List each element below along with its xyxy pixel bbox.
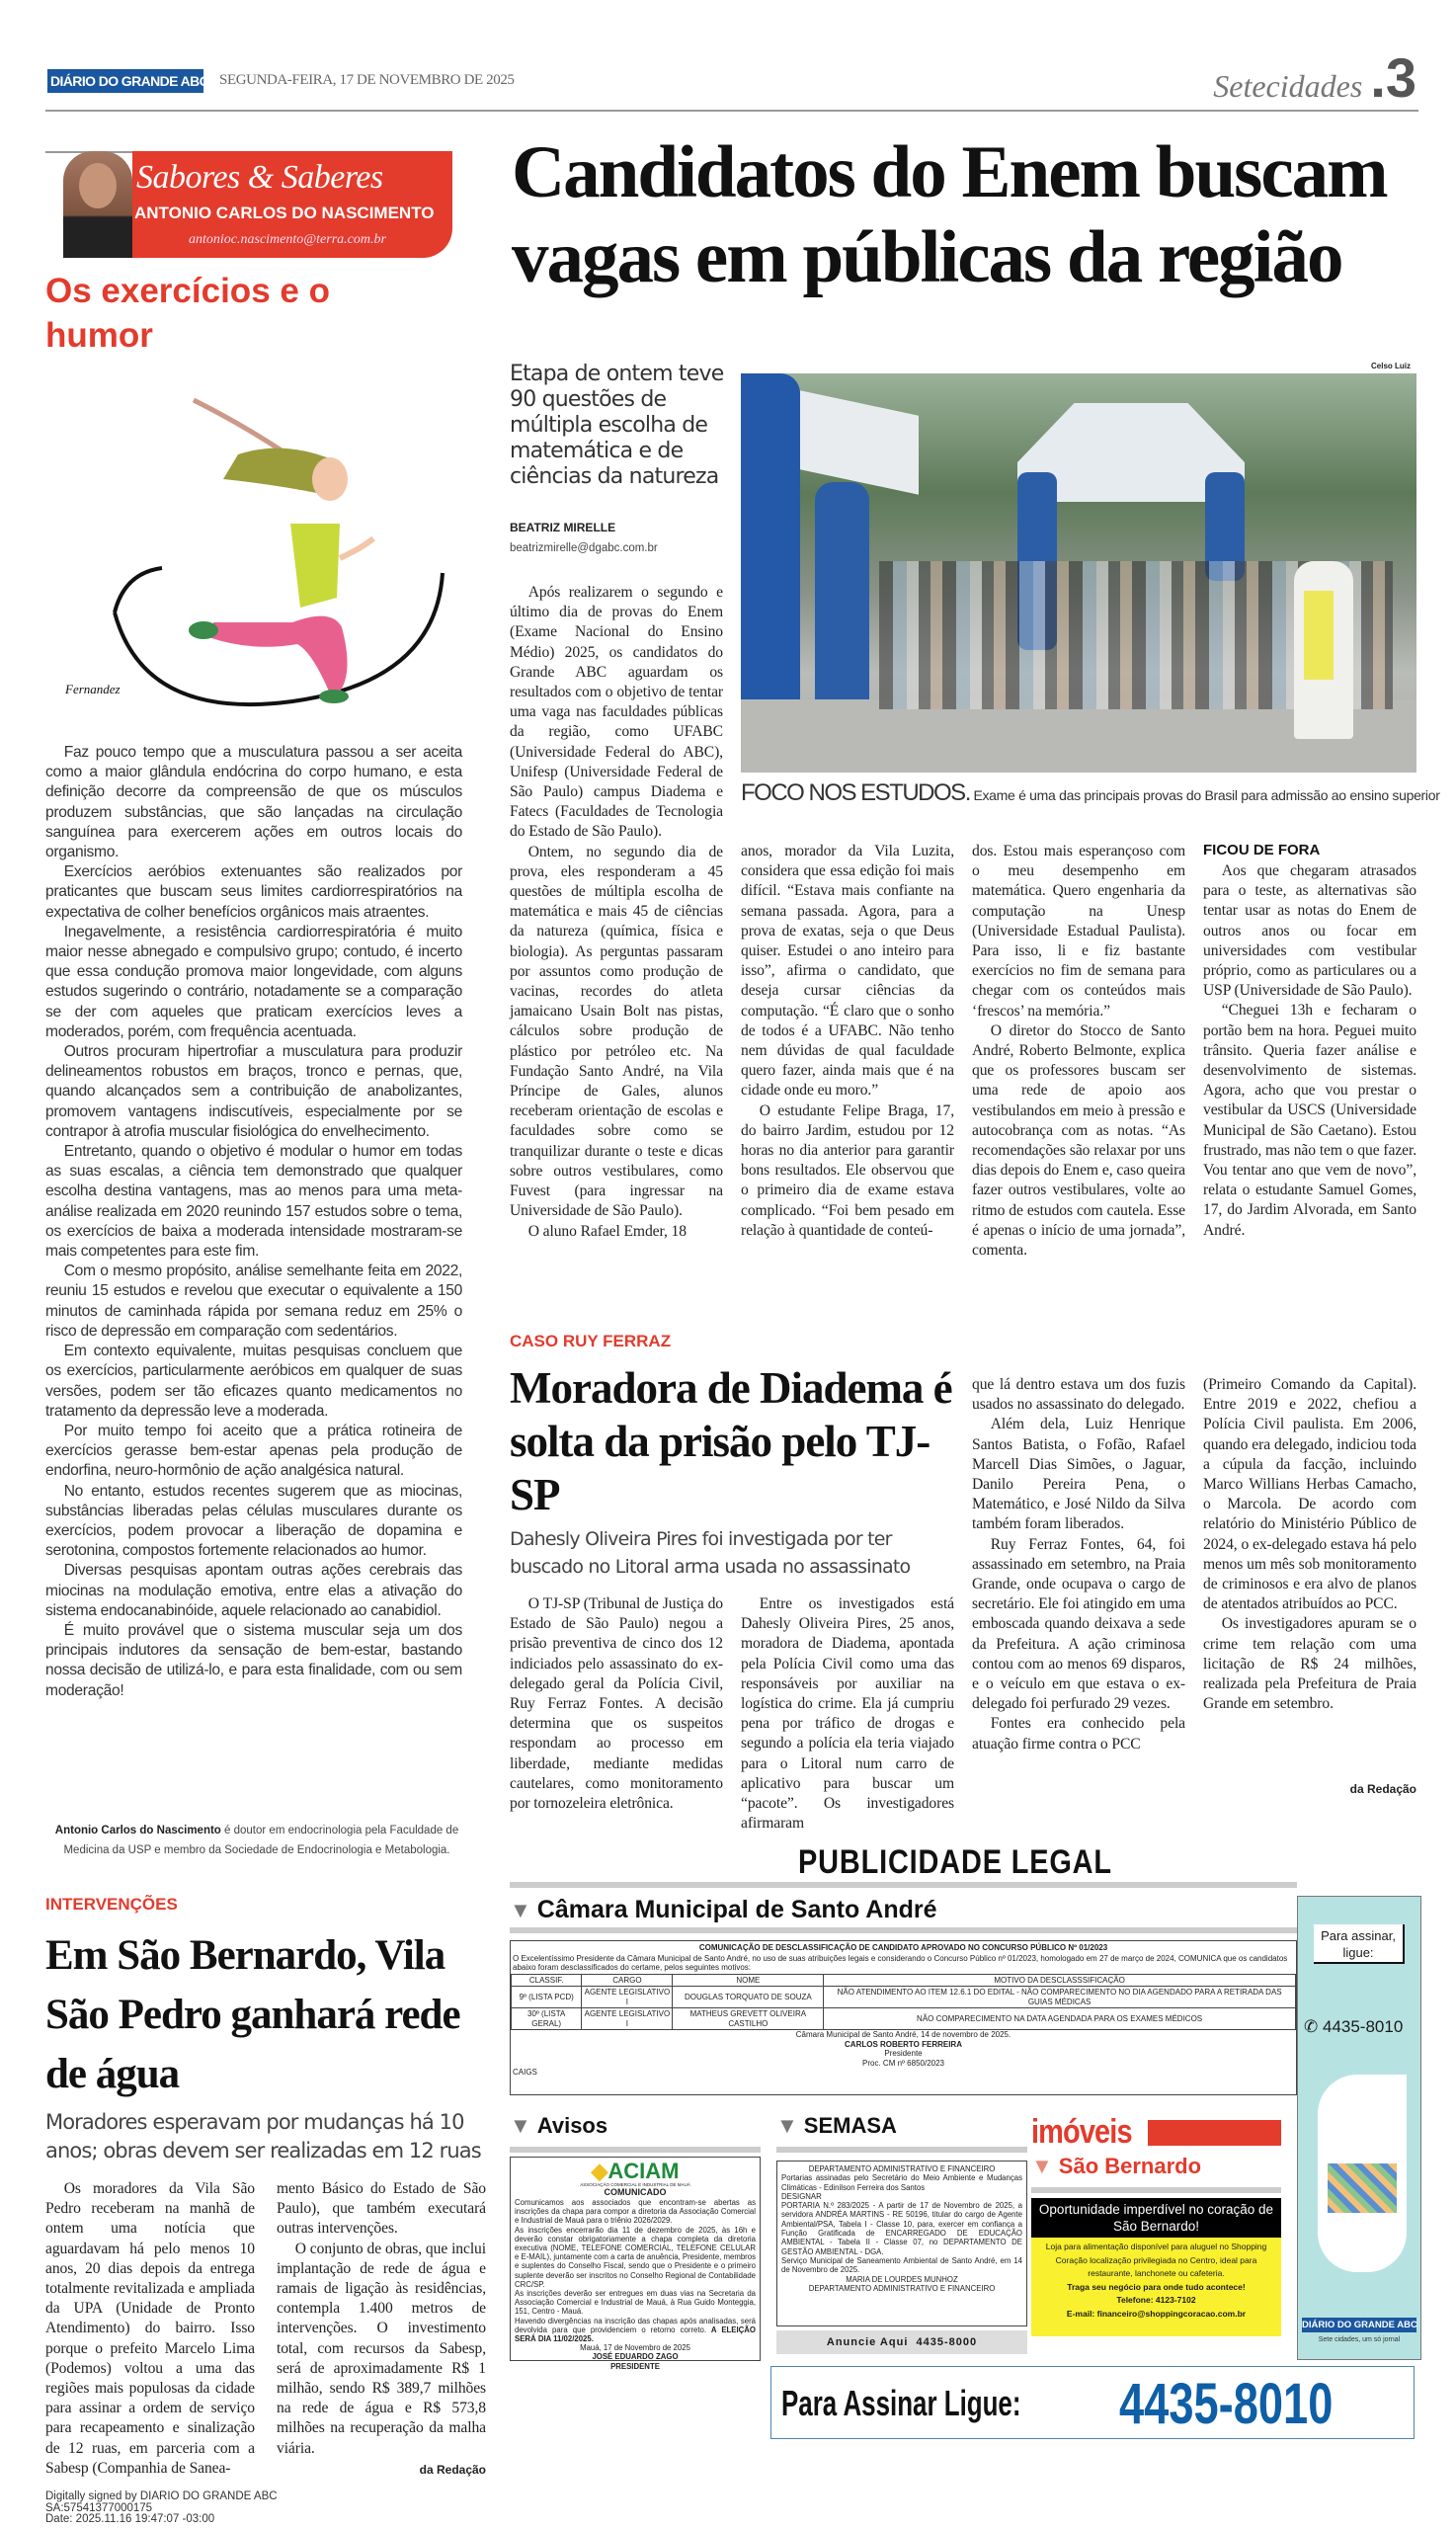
aciam-p2: As inscrições encerrarão dia 11 de dezembro de 2025, às 16h e deverão constar obrigatoriamente a chapa completa da diretoria executiva (NOME, TELEFONE COMERCIAL, TELEFONE CELULAR e E-MAIL), juntamente com a carta de anuência, Presidente, membros e suplentes do Conselho Fiscal, sendo que o Presidente e o primeiro suplente deverão ser inscritos no Conselho Regional de Contabilidade CRC/SP. xyxy=(515,2225,756,2289)
table-cell: MATHEUS GREVETT OLIVEIRA CASTILHO xyxy=(673,2008,824,2030)
masthead-logo: DIÁRIO DO GRANDE ABC xyxy=(47,69,203,93)
paragraph: Ruy Ferraz Fontes, 64, foi assassinado em setembro, na Praia Grande, onde ocupava o cargo de secretário. Ele foi atingido em uma emboscada quando deixava a sede da Prefeitura. A ação criminosa contou com ao menos 69 disparos, e o veículo em que estava o ex-delegado foi perfurado 29 vezes. xyxy=(972,1535,1185,1713)
semasa-heading-text: SEMASA xyxy=(803,2113,897,2138)
signature-line-3: Date: 2025.11.16 19:47:07 -03:00 xyxy=(45,2513,215,2525)
runner-illustration xyxy=(45,385,460,701)
digital-signature xyxy=(45,2491,278,2526)
paragraph: Fontes era conhecido pela atuação firme contra o PCC xyxy=(972,1715,1185,1753)
aciam-logo xyxy=(515,2161,756,2182)
paragraph: “Cheguei 13h e fecharam o portão bem na hora. Peguei muito trânsito. Queria fazer análise e desenvolvimento de sistemas. Agora, acho que vou prestar o vestibular da USCS (Universidade Municipal de São Caetano). Estou frustrado, mas não tem o que fazer. Vou tentar ano que vem de novo”, relata o estudante Samuel Gomes, 17, do Jardim Alvorada, em Santo André. xyxy=(1203,1002,1416,1239)
legal-section-title: PUBLICIDADE LEGAL xyxy=(798,1843,1112,1881)
int-kicker: INTERVENÇÕES xyxy=(45,1895,178,1914)
paragraph: Com o mesmo propósito, análise semelhante feita em 2022, reuniu 15 estudos e revelou que executar o equivalente a 150 minutos de caminhada rápida por semana reduz em 25% o risco de depressão em comparação com sedentários. xyxy=(45,1263,462,1340)
table-cell: DOUGLAS TORQUATO DE SOUZA xyxy=(673,1987,824,2008)
column-headline: Os exercícios e o humor xyxy=(45,272,330,355)
aciam-p4: Havendo divergências na inscrição das chapas após analisadas, será devolvida para que providenciem o retorno correto. xyxy=(515,2316,756,2334)
int-deck: Moradores esperavam por mudanças há 10 anos; obras devem ser realizadas em 12 ruas xyxy=(45,2110,481,2162)
ruy-headline[interactable]: Moradora de Diadema é solta da prisão pelo TJ-SP xyxy=(510,1363,952,1519)
main-story-col-2 xyxy=(741,842,954,1241)
camara-notice-title: COMUNICAÇÃO DE DESCLASSIFICAÇÃO DE CANDIDATO APROVADO NO CONCURSO PÚBLICO Nº 01/2023 xyxy=(698,1943,1108,1952)
disqualification-table xyxy=(511,1974,1296,2031)
caption-text: Exame é uma das principais provas do Brasil para admissão ao ensino superior xyxy=(969,787,1440,803)
column-body xyxy=(45,743,462,1701)
shopping-ad-email: E-mail: financeiro@shoppingcoracao.com.br xyxy=(1066,2308,1247,2319)
ruy-col-2 xyxy=(741,1594,954,1834)
paragraph: Entre os investigados está Dahesly Oliveira Pires, 25 anos, moradora de Diadema, apontada pela Polícia Civil como uma das responsáveis por auxiliar na logística do crime. Ela já cumpriu pena por tráfico de drogas e segundo a polícia ela teria viajado para o Litoral num carro de aplicativo para buscar um “pacote”. Os investigadores afirmaram xyxy=(741,1595,954,1833)
aciam-election-date: A ELEIÇÃO SERÁ DIA 11/02/2025. xyxy=(515,2325,756,2344)
table-cell: AGENTE LEGISLATIVO I xyxy=(582,2008,673,2030)
ruy-kicker: CASO RUY FERRAZ xyxy=(510,1332,672,1350)
triangle-icon: ▼ xyxy=(776,2113,798,2138)
table-header: MOTIVO DA DESCLASSSIFICAÇÃO xyxy=(824,1974,1296,1987)
table-header: CLASSIF. xyxy=(512,1974,582,1987)
shopping-ad-desc: Loja para alimentação disponível para aluguel no Shopping Coração localização privilegiada no Centro, ideal para restaurante, lanchonete ou cafeteria. xyxy=(1045,2242,1267,2278)
subscription-ad[interactable] xyxy=(1297,1896,1421,2360)
main-story-col-3 xyxy=(972,842,1185,1261)
camara-signer: CARLOS ROBERTO FERREIRA xyxy=(845,2039,962,2049)
paragraph: dos. Estou mais esperançoso com o meu desempenho em matemática. Quero engenharia da computação na Unesp (Universidade Estadual Paulista). Para isso, li e fiz bastante exercícios no fim de semana para chegar com os conteúdos mais ‘frescos’ na memória.” xyxy=(972,843,1185,1020)
camara-role: Presidente xyxy=(884,2049,923,2058)
ruy-col-4 xyxy=(1203,1375,1416,1714)
semasa-line1: Portarias assinadas pelo Secretário do Meio Ambiente e Mudanças Climáticas - Edinilson Ferreira dos Santos xyxy=(781,2173,1022,2192)
anuncie-aqui-banner[interactable]: Anuncie Aqui 4435-8000 xyxy=(776,2330,1027,2354)
ruy-deck: Dahesly Oliveira Pires foi investigada por ter buscado no Litoral arma usada no assassinato xyxy=(510,1528,911,1578)
table-row xyxy=(512,2008,1296,2030)
triangle-icon: ▼ xyxy=(510,2113,531,2138)
aciam-p1: Comunicamos aos associados que encontram-se abertas as inscrições da chapa para compor a diretoria da Associação Comercial e Industrial de Mauá para o triênio 2026/2029. xyxy=(515,2198,756,2226)
aciam-place-date: Mauá, 17 de Novembro de 2025 xyxy=(580,2343,690,2353)
shopping-ad[interactable] xyxy=(1031,2198,1281,2356)
camara-proc: Proc. CM nº 6850/2023 xyxy=(862,2058,944,2068)
imoveis-section xyxy=(1031,2113,1281,2193)
signature-line-1: Digitally signed by DIARIO DO GRANDE ABC xyxy=(45,2490,278,2502)
int-credit: da Redação xyxy=(419,2463,486,2477)
semasa-heading xyxy=(776,2113,897,2139)
photo-caption xyxy=(741,779,1440,807)
paragraph: (Primeiro Comando da Capital). Entre 2019 e 2022, chefiou a Polícia Civil paulista. Em 2006, quando era delegado, indiciou toda a cúpula da facção, incluindo Marco Willians Herbas Camacho, o Marcola. De acordo com relatório do Ministério Público de 2024, o ex-delegado estava há pelo menos um mês sob monitoramento de criminosos e era alvo de planos de atentados atribuídos ao PCC. xyxy=(1203,1376,1416,1613)
table-cell: NÃO COMPARECIMENTO NA DATA AGENDADA PARA OS EXAMES MÉDICOS xyxy=(824,2008,1296,2030)
divider xyxy=(1031,2187,1281,2193)
camara-footer: CAIGS xyxy=(513,2068,537,2077)
sub-ad-brand: DIÁRIO DO GRANDE ABC xyxy=(1302,2320,1417,2330)
triangle-icon: ▼ xyxy=(510,1898,531,1922)
table-cell: AGENTE LEGISLATIVO I xyxy=(582,1987,673,2008)
byline: BEATRIZ MIRELLE xyxy=(510,521,616,534)
semasa-portaria: PORTARIA N.º 283/2025 - A partir de 17 de Novembro de 2025, a servidora ANDRÉA MARTINS - RE 50196, titular do cargo de Agente Ambiental/PSA, Tabela I - Classe 10, para, exercer em confiança a Função Gratificada de ENCARREGADO DE EDUCAÇÃO AMBIENTAL - Tabela II - Classe 07, no DEPARTAMENTO DE GESTÃO AMBIENTAL - DGA. xyxy=(781,2201,1022,2256)
semasa-designar: DESIGNAR xyxy=(781,2191,822,2201)
aciam-title: COMUNICADO xyxy=(604,2187,667,2197)
column-email[interactable]: antonioc.nascimento@terra.com.br xyxy=(189,232,386,247)
column-author: ANTONIO CARLOS DO NASCIMENTO xyxy=(134,204,435,222)
aciam-logo-mark: ◆ xyxy=(591,2159,608,2183)
edition-date: SEGUNDA-FEIRA, 17 DE NOVEMBRO DE 2025 xyxy=(219,72,515,88)
section-name: Setecidades xyxy=(1213,68,1363,104)
table-header: NOME xyxy=(673,1974,824,1987)
page-number: .3 xyxy=(1370,46,1416,109)
divider xyxy=(776,2147,1027,2153)
camara-heading-text: Câmara Municipal de Santo André xyxy=(536,1896,937,1923)
subscribe-banner[interactable] xyxy=(770,2366,1415,2439)
ruy-col-3 xyxy=(972,1375,1185,1754)
paragraph: No entanto, estudos recentes sugerem que as miocinas, substâncias liberadas pelas células musculares durante os exercícios, podem provocar a liberação de dopamina e serotonina, compostos fortemente relacionados ao humor. xyxy=(45,1482,462,1560)
aciam-p4-row xyxy=(515,2317,756,2344)
imoveis-label: imóveis xyxy=(1031,2113,1132,2151)
shopping-ad-title: Oportunidade imperdível no coração de São Bernardo! xyxy=(1031,2198,1281,2238)
paragraph: O estudante Felipe Braga, 17, do bairro Jardim, estudou por 12 horas no dia anterior para garantir bons resultados. Ele observou que o primeiro dia de exame estava complicado. “Foi bem pesado em relação à quantidade de conteú- xyxy=(741,1101,954,1239)
phone-icon: ✆ xyxy=(1304,2017,1319,2036)
avisos-heading xyxy=(510,2113,607,2139)
camara-notice-intro: O Excelentíssimo Presidente da Câmara Municipal de Santo André, no uso de suas atribuições legais e considerando o Concurso Público nº 01/2023, homologado em 27 de março de 2024, COMUNICA que os candidatos abaixo foram desclassificados do certame, pelos seguintes motivos: xyxy=(513,1953,1288,1972)
paragraph: É muito provável que o sistema muscular seja um dos principais indutores da sensação de bem-estar, bastando nossa decisão de utilizá-lo, e para esta finalidade, com ou sem moderação! xyxy=(45,1621,462,1699)
camara-heading xyxy=(510,1896,937,1924)
divider xyxy=(510,2147,761,2153)
illustration-signature: Fernandez xyxy=(65,682,121,696)
imoveis-bar xyxy=(1148,2120,1281,2146)
news-photo xyxy=(741,373,1416,773)
divider xyxy=(510,1927,1297,1933)
paragraph: Exercícios aeróbios extenuantes são realizados por praticantes que buscam seus limites cardiorrespiratórios na expectativa de colher benefícios orgânicos mais atraentes. xyxy=(45,863,462,921)
main-headline[interactable]: Candidatos do Enem buscam vagas em públicas da região xyxy=(512,131,1387,298)
paragraph: O diretor do Stocco de Santo André, Roberto Belmonte, explica que os professores buscam ser uma rede de apoio aos vestibulandos em meio à pressão e autocobrança com as notas. “As recomendações são relaxar por uns dias depois do Enem e, caso queira fazer outros vestibulares, volte ao ritmo de estudos com cautela. Esse é apenas o início de uma jornada”, comenta. xyxy=(972,1021,1185,1260)
semasa-signer: MARIA DE LOURDES MUNHOZ xyxy=(846,2274,958,2284)
camara-notice xyxy=(510,1940,1297,2095)
table-cell: NÃO ATENDIMENTO AO ITEM 12.6.1 DO EDITAL - NÃO COMPARECIMENTO NO DIA AGENDADO PARA A RETIRADA DAS GUIAS MÉDICAS xyxy=(824,1987,1296,2008)
avisos-heading-text: Avisos xyxy=(536,2113,608,2138)
bio-name: Antonio Carlos do Nascimento xyxy=(54,1825,221,1836)
aciam-logo-text: ACIAM xyxy=(607,2159,680,2183)
main-deck: Etapa de ontem teve 90 questões de múltipla escolha de matemática e de ciências da natureza xyxy=(510,362,724,489)
subscribe-label: Para Assinar Ligue: xyxy=(781,2383,1021,2423)
sub-ad-slogan: Sete cidades, um só jornal xyxy=(1318,2336,1401,2343)
sub-ad-label: Para assinar, ligue: xyxy=(1314,1924,1405,1964)
paragraph: Aos que chegaram atrasados para o teste, as alternativas são tentar usar as notas do Enem de outros anos ou focar em universidades com vestibular próprio, como as particulares ou a USP (Universidade de São Paulo). xyxy=(1203,862,1416,1000)
paragraph: Por muito tempo foi aceito que a prática rotineira de exercícios gerasse bem-estar apenas pela produção de endorfina, neuro-hormônio de ação analgésica natural. xyxy=(45,1422,462,1480)
paragraph: mento Básico do Estado de São Paulo), que também executará outras intervenções. xyxy=(277,2180,486,2238)
bio-text: é doutor em endocrinologia pela Faculdade de Medicina da USP e membro da Sociedade de Endocrinologia e Metabologia. xyxy=(63,1825,459,1856)
table-header: CARGO xyxy=(582,1974,673,1987)
table-cell: 9º (LISTA PCD) xyxy=(512,1987,582,2008)
subscribe-phone: 4435-8010 xyxy=(1119,2372,1334,2436)
column-name: Sabores & Saberes xyxy=(136,159,383,196)
table-row xyxy=(512,1987,1296,2008)
shopping-ad-cta: Traga seu negócio para onde tudo acontece! xyxy=(1067,2281,1246,2292)
semasa-notice xyxy=(776,2161,1027,2326)
header-rule xyxy=(45,110,1418,112)
camara-place-date: Câmara Municipal de Santo André, 14 de novembro de 2025. xyxy=(795,2030,1011,2039)
paragraph: Os investigadores apuram se o crime tem relação com uma licitação de R$ 24 milhões, realizada pela Prefeitura de Praia Grande em setembro. xyxy=(1203,1615,1416,1713)
section-label xyxy=(1213,45,1416,110)
aciam-p3: As inscrições deverão ser entregues em duas vias na Secretaria da Associação Comercial e Industrial de Mauá, à Rua Guido Monteggia, 151, Centro - Mauá. xyxy=(515,2289,756,2317)
byline-email[interactable]: beatrizmirelle@dgabc.com.br xyxy=(510,542,658,554)
paragraph: Os moradores da Vila São Pedro receberam na manhã de ontem uma notícia que aguardavam há pelo menos 10 anos, 20 dias depois da entrega totalmente revitalizada e ampliada da UPA (Unidade de Pronto Atendimento) do bairro. Isso porque o prefeito Marcelo Lima (Podemos) voltou a uma das regiões mais populosas da cidade para assinar a ordem de serviço para recapeamento e sinalização de 12 ruas, em parceria com a Sabesp (Companhia de Sanea- xyxy=(45,2180,255,2477)
sub-ad-phone-row xyxy=(1304,2017,1403,2037)
triangle-icon: ▼ xyxy=(1031,2154,1053,2178)
paragraph: Diversas pesquisas apontam outras ações cerebrais das miocinas na modulação emotiva, entre elas a ativação do sistema endocanabinóide, aquele relacionado ao canabidiol. xyxy=(45,1562,462,1619)
paragraph: que lá dentro estava um dos fuzis usados no assassinato do delegado. xyxy=(972,1376,1185,1414)
paragraph: Faz pouco tempo que a musculatura passou a ser aceita como a maior glândula endócrina do corpo humano, e esta definição decorre da compreensão de que os músculos produzem substâncias, que são lançadas na circulação sanguínea para exercerem ações em outros locais do organismo. xyxy=(45,744,462,861)
int-col-1 xyxy=(45,2179,255,2479)
aciam-notice xyxy=(510,2157,761,2371)
caption-kicker: FOCO NOS ESTUDOS. xyxy=(741,779,970,806)
main-story-col-1 xyxy=(510,583,723,1242)
aciam-logo-sub: ASSOCIAÇÃO COMERCIAL E INDUSTRIAL DE MAUÁ xyxy=(580,2182,690,2187)
semasa-place-date: Serviço Municipal de Saneamento Ambiental de Santo André, em 14 de Novembro de 2025. xyxy=(781,2255,1022,2275)
divider xyxy=(510,1882,1297,1888)
ruy-col-1 xyxy=(510,1594,723,1814)
column-banner xyxy=(45,151,452,260)
paragraph: anos, morador da Vila Luzita, considera que essa edição foi mais difícil. “Estava mais confiante na semana passada. Agora, para a prova de exatas, seja o que Deus quiser. Estudei o ano inteiro para isso”, afirma o candidato, que deseja cursar ciências da computação. “É claro que o sonho de todos é a UFABC. Não tenho nem dúvidas de qual faculdade quero fazer, ainda mais que é na cidade onde eu moro.” xyxy=(741,843,954,1100)
ruy-credit: da Redação xyxy=(1349,1782,1416,1796)
main-story-col-4 xyxy=(1203,861,1416,1241)
author-photo xyxy=(63,151,132,258)
paragraph: Inegavelmente, a resistência cardiorrespiratória é muito maior nesse abnegado e compulsivo grupo; contudo, é incerto que essa condução promova maior longevidade, com alguns estudos sugerindo o contrário, notadamente se a comparação se der com aqueles que praticam exercícios leves a moderados, porém, com frequência acentuada. xyxy=(45,923,462,1040)
aciam-signer: JOSÉ EDUARDO ZAGO xyxy=(592,2352,679,2362)
table-cell: 30º (LISTA GERAL) xyxy=(512,2008,582,2030)
semasa-dept: DEPARTAMENTO ADMINISTRATIVO E FINANCEIRO xyxy=(808,2164,996,2173)
semasa-dept2: DEPARTAMENTO ADMINISTRATIVO E FINANCEIRO xyxy=(808,2283,996,2293)
aciam-role: PRESIDENTE xyxy=(610,2361,660,2371)
paragraph: O conjunto de obras, que inclui implantação de rede de água e ramais de ligação às residências, contempla 1.400 metros de intervenções. O investimento total, com recursos da Sabesp, será de aproximadamente R$ 1 milhão, sendo R$ 389,7 milhões na rede de água e R$ 573,8 milhões na recuperação da malha viária. xyxy=(277,2240,486,2457)
paragraph: O TJ-SP (Tribunal de Justiça do Estado de São Paulo) negou a prisão preventiva de cinco dos 12 indiciados pelo assassinato do ex-delegado geral da Polícia Civil, Ruy Ferraz Fontes. A decisão determina que os suspeitos respondam ao processo em liberdade, mediante medidas cautelares, como monitoramento por tornozeleira eletrônica. xyxy=(510,1595,723,1813)
paragraph: Ontem, no segundo dia de prova, eles responderam a 45 questões de múltipla escolha de matemática e mais 45 de ciências da natureza (química, física e biologia). As perguntas passaram por assuntos como produção de vacinas, recordes do atleta jamaicano Usain Bolt nas pistas, cálculos sobre produção de plástico por petróleo etc. Na Fundação Santo André, na Vila Príncipe de Gales, alunos receberam orientação de escolas e faculdades sobre como se tranquilizar durante o teste e dicas sobre outros vestibulares, como Fuvest (para ingressar na Universidade de São Paulo). xyxy=(510,843,723,1220)
paragraph: Após realizarem o segundo e último dia de provas do Enem (Exame Nacional do Ensino Médio) 2025, os candidatos do Grande ABC aguardam os resultados com o objetivo de tentar uma vaga nas faculdades públicas da região, como UFABC (Universidade Federal do ABC), Unifesp (Universidade Federal de São Paulo) campus Diadema e Fatecs (Faculdades de Tecnologia do Estado de São Paulo). xyxy=(510,584,723,841)
paragraph: O aluno Rafael Emder, 18 xyxy=(527,1222,687,1240)
paragraph: Em contexto equivalente, muitas pesquisas concluem que os exercícios, particularmente aeróbicos em qualquer de suas versões, podem ser tão eficazes quanto medicamentos no tratamento da depressão leve a moderada. xyxy=(45,1343,462,1420)
shopping-ad-phone: Telefone: 4123-7102 xyxy=(1116,2295,1196,2305)
paragraph: Outros procuram hipertrofiar a musculatura para produzir delineamentos robustos em braços, tronco e pernas, que, quando alcançados sem a contribuição de anabolizantes, promovem vantagens indiscutíveis, especialmente por se contrapor à atrofia muscular fisiológica do envelhecimento. xyxy=(45,1043,462,1140)
imoveis-heading xyxy=(1031,2154,1281,2179)
column-author-bio xyxy=(49,1821,464,1860)
paragraph: Entretanto, quando o objetivo é modular o humor em todas as suas escalas, a ciência tem demonstrado que qualquer escolha destina vantagens, mas ao menos para uma meta-análise realizada em 2020 reunindo 157 estudos sobre o tema, os exercícios de baixa a moderada intensidade mostraram-se mais competentes para este fim. xyxy=(45,1143,462,1261)
paragraph: Além dela, Luiz Henrique Santos Batista, o Fofão, Rafael Marcell Dias Simões, o Jaguar, Danilo Pereira Pena, o Matemático, e José Nildo da Silva também foram liberados. xyxy=(972,1416,1185,1533)
signature-line-2: SA:57541377000175 xyxy=(45,2501,153,2514)
photo-credit: Celso Luiz xyxy=(1371,362,1412,370)
sub-ad-phone: 4435-8010 xyxy=(1322,2017,1404,2036)
int-col-2 xyxy=(277,2179,486,2459)
int-headline[interactable]: Em São Bernardo, Vila São Pedro ganhará rede de água xyxy=(45,1932,460,2097)
imoveis-heading-text: São Bernardo xyxy=(1058,2154,1202,2178)
subhead-ficou-de-fora: FICOU DE FORA xyxy=(1203,842,1321,858)
